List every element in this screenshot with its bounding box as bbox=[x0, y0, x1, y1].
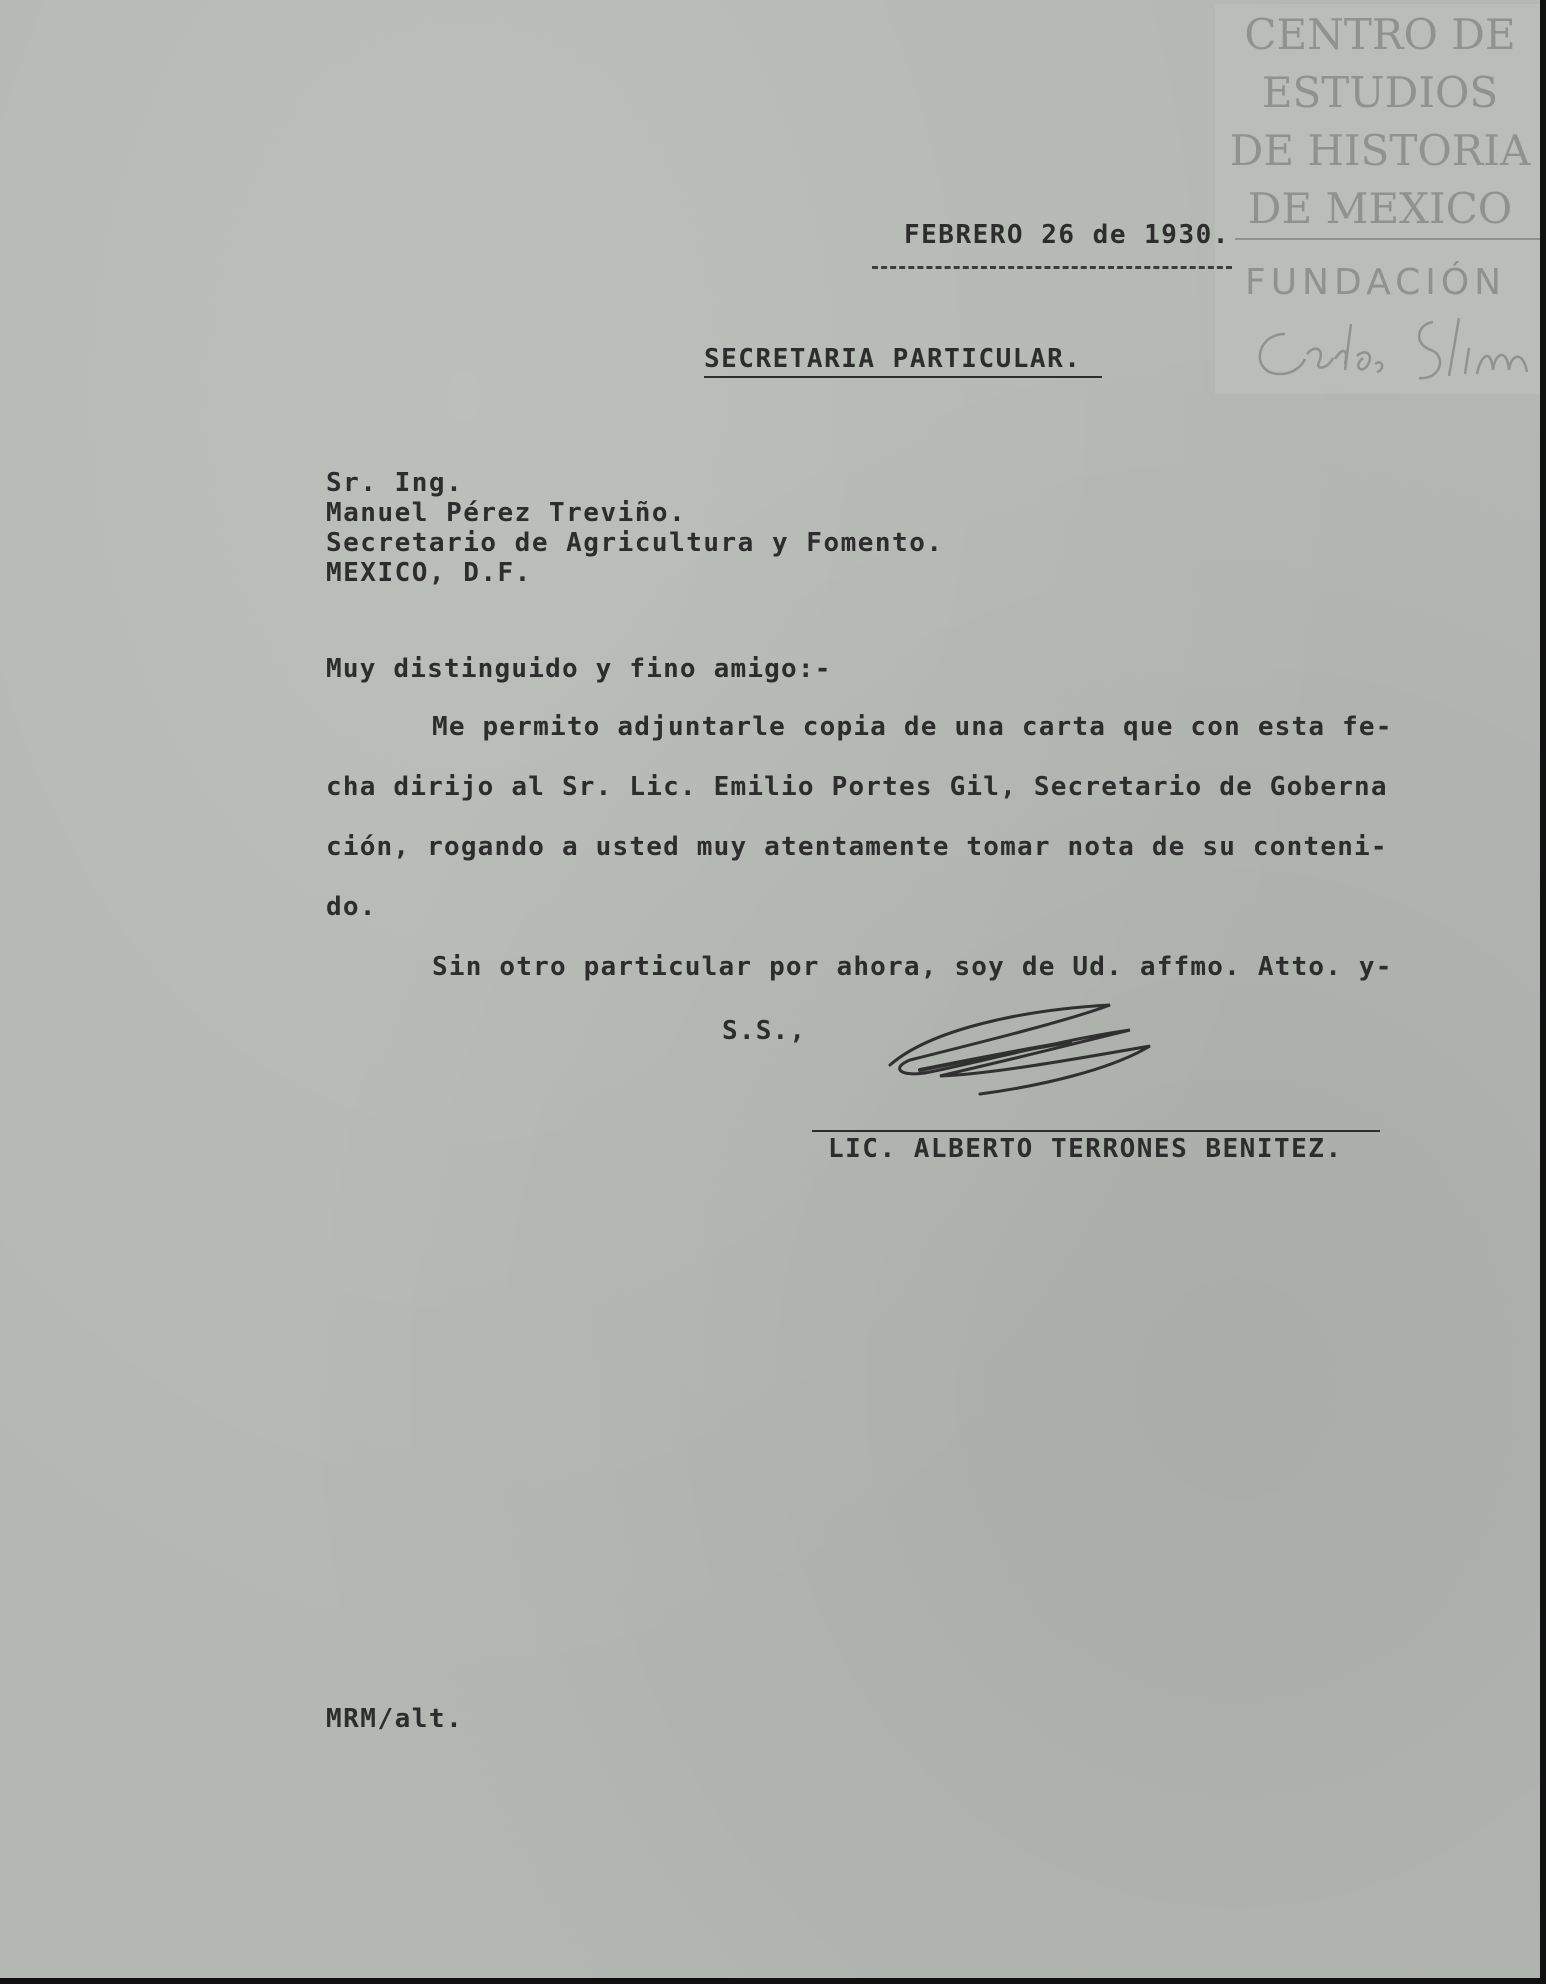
watermark-line-2: ESTUDIOS bbox=[1261, 68, 1499, 117]
handwritten-signature-icon bbox=[870, 990, 1190, 1110]
body-line: Me permito adjuntarle copia de una carta que con esta fe- bbox=[432, 712, 1393, 742]
scan-edge-right bbox=[1540, 0, 1546, 1984]
watermark-line-1: CENTRO DE bbox=[1244, 10, 1516, 59]
body-line: ción, rogando a usted muy atentamente tomar nota de su conteni- bbox=[326, 832, 1388, 862]
scan-edge-bottom bbox=[0, 1978, 1546, 1984]
body-line: do. bbox=[326, 892, 377, 922]
office-underline bbox=[704, 376, 1102, 378]
archive-watermark bbox=[1215, 4, 1545, 394]
watermark-signature-icon bbox=[1245, 304, 1545, 394]
body-line: cha dirijo al Sr. Lic. Emilio Portes Gil, Secretario de Goberna bbox=[326, 772, 1388, 802]
signer-name: LIC. ALBERTO TERRONES BENITEZ. bbox=[828, 1134, 1343, 1164]
office-heading: SECRETARIA PARTICULAR. bbox=[704, 344, 1082, 374]
closing-line: Sin otro particular por ahora, soy de Ud. affmo. Atto. y- bbox=[432, 952, 1393, 982]
reference-initials: MRM/alt. bbox=[326, 1704, 464, 1734]
recipient-title: Sr. Ing. bbox=[326, 468, 464, 498]
closing-abbreviation: S.S., bbox=[722, 1016, 807, 1046]
signer-rule bbox=[812, 1130, 1380, 1132]
date-dashed-rule bbox=[872, 266, 1232, 269]
letter-date: FEBRERO 26 de 1930. bbox=[904, 220, 1230, 250]
recipient-place: MEXICO, D.F. bbox=[326, 558, 532, 588]
recipient-position: Secretario de Agricultura y Fomento. bbox=[326, 528, 944, 558]
watermark-foundation: FUNDACIÓN bbox=[1245, 262, 1507, 303]
watermark-line-3: DE HISTORIA bbox=[1229, 126, 1531, 175]
watermark-rule bbox=[1235, 238, 1545, 240]
salutation: Muy distinguido y fino amigo:- bbox=[326, 654, 832, 684]
watermark-line-4: DE MEXICO bbox=[1247, 184, 1513, 233]
recipient-name: Manuel Pérez Treviño. bbox=[326, 498, 687, 528]
